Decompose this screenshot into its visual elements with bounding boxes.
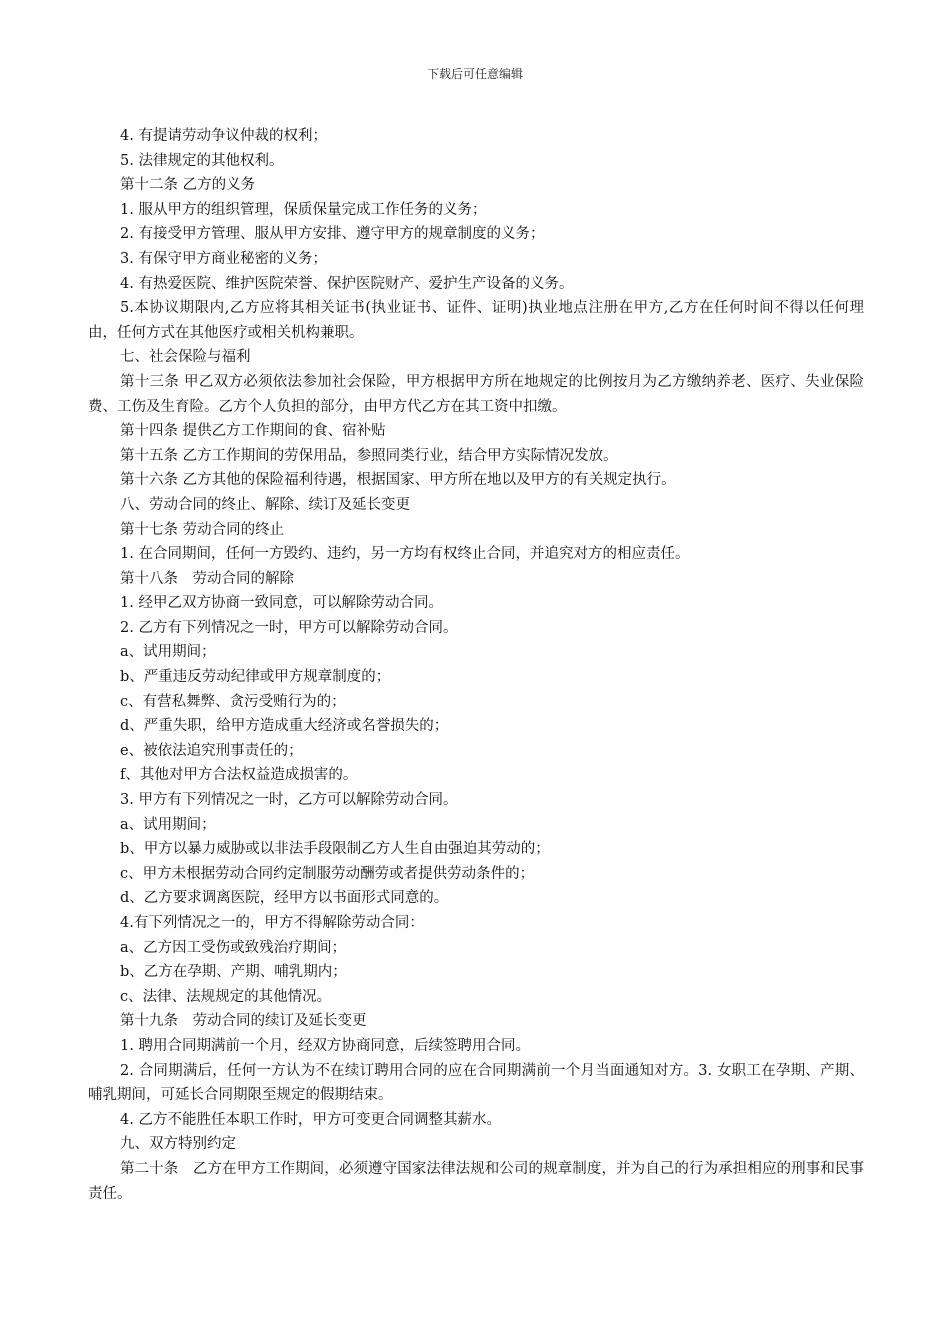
paragraph: 第十六条 乙方其他的保险福利待遇，根据国家、甲方所在地以及甲方的有关规定执行。 <box>120 472 676 489</box>
paragraph: 2. 乙方有下列情况之一时，甲方可以解除劳动合同。 <box>120 619 458 636</box>
section-heading: 第十八条 劳动合同的解除 <box>120 570 294 587</box>
paragraph: 2. 有接受甲方管理、服从甲方安排、遵守甲方的规章制度的义务； <box>120 226 545 243</box>
page-header: 下载后可任意编辑 <box>426 67 523 81</box>
paragraph: 4. 有热爱医院、维护医院荣誉、保护医院财产、爱护生产设备的义务。 <box>120 275 574 292</box>
list-item: a、试用期间； <box>120 644 216 661</box>
section-heading: 第十九条 劳动合同的续订及延长变更 <box>120 1013 367 1030</box>
document-body <box>88 124 864 1206</box>
paragraph: 第十四条 提供乙方工作期间的食、宿补贴 <box>120 423 386 440</box>
list-item: e、被依法追究刑事责任的； <box>120 742 303 759</box>
paragraph: 第十五条 乙方工作期间的劳保用品，参照同类行业，结合甲方实际情况发放。 <box>120 447 618 464</box>
paragraph: 第二十条 乙方在甲方工作期间，必须遵守国家法律法规和公司的规章制度，并为自己的行为承担相应的刑事和民事责任。 <box>88 1160 864 1202</box>
list-item: c、甲方未根据劳动合同约定制服劳动酬劳或者提供劳动条件的； <box>120 865 535 882</box>
paragraph: 3. 有保守甲方商业秘密的义务； <box>120 250 327 267</box>
paragraph: 3. 甲方有下列情况之一时，乙方可以解除劳动合同。 <box>120 792 458 809</box>
list-item: d、严重失职，给甲方造成重大经济或名誉损失的； <box>120 718 449 735</box>
list-item: a、试用期间； <box>120 816 216 833</box>
list-item: d、乙方要求调离医院，经甲方以书面形式同意的。 <box>120 890 449 907</box>
paragraph: 1. 聘用合同期满前一个月，经双方协商同意，后续签聘用合同。 <box>120 1037 530 1054</box>
paragraph: 4. 乙方不能胜任本职工作时，甲方可变更合同调整其薪水。 <box>120 1111 501 1128</box>
list-item: a、乙方因工受伤或致残治疗期间； <box>120 939 347 956</box>
list-item: f、其他对甲方合法权益造成损害的。 <box>120 767 358 784</box>
section-heading: 第十七条 劳动合同的终止 <box>120 521 285 538</box>
chapter-heading: 七、社会保险与福利 <box>120 349 251 366</box>
paragraph: 4.有下列情况之一的，甲方不得解除劳动合同： <box>120 915 424 931</box>
section-heading: 第十二条 乙方的义务 <box>120 177 256 194</box>
paragraph: 1. 在合同期间，任何一方毁约、违约，另一方均有权终止合同，并追究对方的相应责任。 <box>120 546 690 563</box>
paragraph: 4. 有提请劳动争议仲裁的权利； <box>120 128 327 144</box>
list-item: b、严重违反劳动纪律或甲方规章制度的； <box>120 669 391 686</box>
list-item: b、甲方以暴力威胁或以非法手段限制乙方人生自由强迫其劳动的； <box>120 841 550 858</box>
paragraph: 1. 经甲乙双方协商一致同意，可以解除劳动合同。 <box>120 595 443 612</box>
list-item: c、有营私舞弊、贪污受贿行为的； <box>120 693 346 710</box>
paragraph: 5.本协议期限内,乙方应将其相关证书(执业证书、证件、证明)执业地点注册在甲方,乙方在任何时间不得以任何理由，任何方式在其他医疗或相关机构兼职。 <box>88 300 864 341</box>
list-item: b、乙方在孕期、产期、哺乳期内； <box>120 964 347 981</box>
chapter-heading: 九、双方特别约定 <box>120 1136 236 1153</box>
paragraph: 1. 服从甲方的组织管理，保质保量完成工作任务的义务； <box>120 201 487 218</box>
paragraph: 2. 合同期满后，任何一方认为不在续订聘用合同的应在合同期满前一个月当面通知对方。3. 女职工在孕期、产期、哺乳期间，可延长合同期限至规定的假期结束。 <box>88 1062 864 1104</box>
chapter-heading: 八、劳动合同的终止、解除、续订及延长变更 <box>120 496 410 513</box>
paragraph: 第十三条 甲乙双方必须依法参加社会保险，甲方根据甲方所在地规定的比例按月为乙方缴纳养老、医疗、失业保险费、工伤及生育险。乙方个人负担的部分，由甲方代乙方在其工资中扣缴。 <box>88 373 864 415</box>
paragraph: 5. 法律规定的其他权利。 <box>120 152 284 169</box>
list-item: c、法律、法规规定的其他情况。 <box>120 988 332 1005</box>
